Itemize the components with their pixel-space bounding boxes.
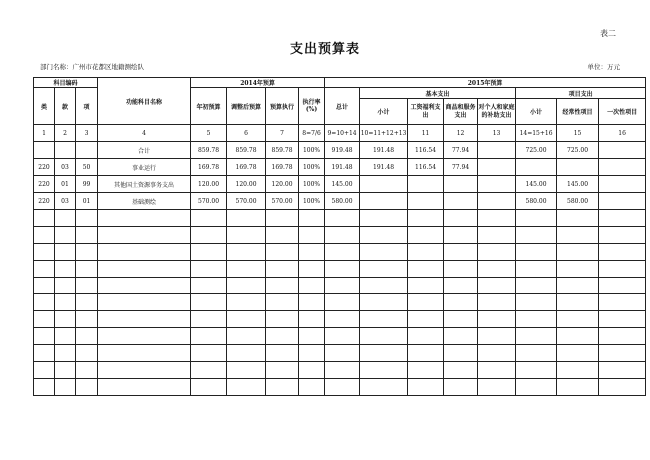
empty-cell (444, 226, 478, 243)
wages-cell: 116.54 (408, 159, 444, 176)
execution-cell: 859.78 (266, 142, 299, 159)
empty-cell (98, 210, 191, 227)
empty-cell (55, 210, 76, 227)
empty-cell (34, 260, 55, 277)
recurring-cell: 580.00 (557, 193, 599, 210)
func-name-header: 功能科目名称 (98, 78, 191, 125)
lei-cell (34, 142, 55, 159)
empty-cell (76, 260, 98, 277)
adjusted-budget-header: 调整后预算 (227, 88, 266, 125)
subsidy-cell (478, 193, 516, 210)
empty-cell (34, 362, 55, 379)
empty-cell (478, 378, 516, 395)
empty-cell (76, 378, 98, 395)
empty-cell (299, 294, 325, 311)
empty-row (34, 362, 646, 379)
budget-2015-header: 2015年预算 (325, 78, 646, 88)
column-number-cell: 10=11+12+13 (360, 125, 408, 142)
empty-cell (266, 294, 299, 311)
empty-cell (599, 345, 646, 362)
empty-cell (516, 345, 557, 362)
empty-cell (478, 311, 516, 328)
empty-cell (444, 362, 478, 379)
column-number-cell: 11 (408, 125, 444, 142)
empty-cell (34, 277, 55, 294)
subsidy-cell (478, 176, 516, 193)
basic-expense-header: 基本支出 (360, 88, 516, 99)
goods-services-cell: 77.94 (444, 159, 478, 176)
page-title: 支出预算表 (289, 42, 360, 57)
empty-cell (34, 345, 55, 362)
total-cell: 919.48 (325, 142, 360, 159)
empty-cell (34, 378, 55, 395)
empty-cell (408, 311, 444, 328)
adjusted-budget-cell: 120.00 (227, 176, 266, 193)
empty-cell (227, 243, 266, 260)
empty-cell (516, 362, 557, 379)
empty-row (34, 243, 646, 260)
empty-cell (478, 362, 516, 379)
lei-cell: 220 (34, 159, 55, 176)
empty-cell (599, 243, 646, 260)
empty-cell (98, 260, 191, 277)
empty-cell (76, 311, 98, 328)
empty-cell (76, 294, 98, 311)
recurring-cell: 145.00 (557, 176, 599, 193)
empty-cell (266, 328, 299, 345)
kuan-cell: 01 (55, 176, 76, 193)
empty-cell (599, 378, 646, 395)
empty-cell (191, 210, 227, 227)
empty-cell (557, 277, 599, 294)
empty-cell (360, 243, 408, 260)
empty-cell (478, 260, 516, 277)
empty-cell (266, 226, 299, 243)
empty-cell (444, 378, 478, 395)
empty-cell (266, 345, 299, 362)
empty-row (34, 345, 646, 362)
column-number-cell: 7 (266, 125, 299, 142)
one-time-cell (599, 159, 646, 176)
empty-cell (191, 345, 227, 362)
empty-cell (599, 362, 646, 379)
column-number-cell: 15 (557, 125, 599, 142)
budget-2014-header: 2014年预算 (191, 78, 325, 88)
recurring-cell (557, 159, 599, 176)
empty-cell (478, 294, 516, 311)
empty-cell (599, 277, 646, 294)
column-number-cell: 5 (191, 125, 227, 142)
empty-cell (557, 210, 599, 227)
empty-cell (360, 378, 408, 395)
empty-cell (191, 277, 227, 294)
empty-cell (299, 277, 325, 294)
empty-cell (444, 260, 478, 277)
basic-subtotal-cell: 191.48 (360, 142, 408, 159)
execution-cell: 120.00 (266, 176, 299, 193)
empty-cell (557, 226, 599, 243)
column-number-cell: 4 (98, 125, 191, 142)
empty-cell (478, 243, 516, 260)
empty-cell (360, 362, 408, 379)
empty-cell (266, 260, 299, 277)
column-number-cell: 2 (55, 125, 76, 142)
exec-rate-cell: 100% (299, 176, 325, 193)
empty-cell (408, 294, 444, 311)
wages-cell (408, 176, 444, 193)
empty-row (34, 210, 646, 227)
total-header: 总计 (325, 88, 360, 125)
empty-cell (408, 345, 444, 362)
empty-cell (34, 328, 55, 345)
xiang-cell (76, 142, 98, 159)
empty-cell (55, 378, 76, 395)
empty-cell (266, 210, 299, 227)
empty-cell (227, 345, 266, 362)
empty-cell (557, 328, 599, 345)
wages-cell (408, 193, 444, 210)
empty-cell (227, 226, 266, 243)
empty-cell (325, 243, 360, 260)
empty-cell (516, 260, 557, 277)
empty-row (34, 260, 646, 277)
empty-cell (55, 362, 76, 379)
func-name-cell: 事业运行 (98, 159, 191, 176)
empty-cell (557, 260, 599, 277)
exec-rate-header: 执行率(%) (299, 88, 325, 125)
empty-cell (444, 210, 478, 227)
initial-budget-header: 年初预算 (191, 88, 227, 125)
empty-cell (408, 328, 444, 345)
empty-cell (516, 226, 557, 243)
department-name: 部门名称：广州市花都区地籍测绘队 (40, 63, 144, 71)
empty-cell (34, 226, 55, 243)
empty-cell (227, 210, 266, 227)
empty-cell (325, 226, 360, 243)
empty-cell (325, 378, 360, 395)
basic-subtotal-cell: 191.48 (360, 159, 408, 176)
empty-cell (34, 243, 55, 260)
column-number-cell: 13 (478, 125, 516, 142)
table-row (34, 159, 646, 176)
empty-cell (478, 345, 516, 362)
empty-cell (299, 243, 325, 260)
empty-cell (76, 362, 98, 379)
empty-cell (76, 277, 98, 294)
empty-cell (191, 378, 227, 395)
one-time-cell (599, 176, 646, 193)
initial-budget-cell: 120.00 (191, 176, 227, 193)
empty-cell (478, 328, 516, 345)
empty-cell (325, 345, 360, 362)
empty-cell (360, 294, 408, 311)
one-time-cell (599, 142, 646, 159)
subsidy-cell (478, 142, 516, 159)
empty-cell (360, 328, 408, 345)
empty-cell (299, 311, 325, 328)
table-row (34, 142, 646, 159)
empty-cell (299, 345, 325, 362)
initial-budget-cell: 570.00 (191, 193, 227, 210)
empty-cell (34, 210, 55, 227)
wages-cell: 116.54 (408, 142, 444, 159)
empty-cell (34, 311, 55, 328)
empty-cell (516, 243, 557, 260)
empty-cell (227, 277, 266, 294)
column-number-cell: 6 (227, 125, 266, 142)
lei-cell: 220 (34, 176, 55, 193)
empty-cell (325, 311, 360, 328)
adjusted-budget-cell: 570.00 (227, 193, 266, 210)
kuan-cell: 03 (55, 193, 76, 210)
column-number-cell: 12 (444, 125, 478, 142)
basic-subtotal-cell (360, 193, 408, 210)
project-subtotal-cell (516, 159, 557, 176)
xiang-cell: 01 (76, 193, 98, 210)
empty-row (34, 328, 646, 345)
empty-cell (266, 277, 299, 294)
kuan-cell (55, 142, 76, 159)
table-row (34, 176, 646, 193)
wages-welfare-header: 工资福利支出 (408, 99, 444, 125)
one-time-header: 一次性项目 (599, 99, 646, 125)
empty-cell (478, 226, 516, 243)
empty-cell (55, 345, 76, 362)
empty-cell (55, 226, 76, 243)
empty-cell (360, 210, 408, 227)
empty-cell (557, 294, 599, 311)
empty-cell (299, 260, 325, 277)
empty-cell (478, 210, 516, 227)
project-expense-header: 项目支出 (516, 88, 646, 99)
empty-cell (599, 260, 646, 277)
empty-cell (98, 345, 191, 362)
empty-cell (599, 294, 646, 311)
budget-table (33, 77, 646, 396)
empty-cell (408, 260, 444, 277)
empty-cell (325, 362, 360, 379)
adjusted-budget-cell: 169.78 (227, 159, 266, 176)
empty-cell (55, 260, 76, 277)
func-name-cell: 其他国土资源事务支出 (98, 176, 191, 193)
empty-cell (444, 345, 478, 362)
empty-cell (360, 345, 408, 362)
project-subtotal-cell: 725.00 (516, 142, 557, 159)
empty-cell (557, 362, 599, 379)
recurring-cell: 725.00 (557, 142, 599, 159)
empty-row (34, 378, 646, 395)
empty-cell (299, 378, 325, 395)
empty-cell (299, 210, 325, 227)
empty-cell (98, 311, 191, 328)
empty-cell (325, 260, 360, 277)
empty-cell (76, 210, 98, 227)
empty-cell (76, 328, 98, 345)
empty-cell (266, 378, 299, 395)
empty-cell (599, 311, 646, 328)
table-number-label: 表二 (600, 29, 616, 38)
goods-services-cell (444, 176, 478, 193)
empty-cell (444, 243, 478, 260)
empty-cell (98, 294, 191, 311)
xiang-cell: 99 (76, 176, 98, 193)
empty-cell (266, 362, 299, 379)
lei-cell: 220 (34, 193, 55, 210)
xiang-cell: 50 (76, 159, 98, 176)
empty-cell (408, 277, 444, 294)
empty-row (34, 294, 646, 311)
empty-cell (76, 243, 98, 260)
empty-cell (516, 277, 557, 294)
goods-services-cell: 77.94 (444, 142, 478, 159)
empty-cell (478, 277, 516, 294)
empty-cell (408, 226, 444, 243)
xiang-header: 项 (76, 88, 98, 125)
empty-cell (444, 277, 478, 294)
empty-cell (191, 294, 227, 311)
empty-cell (557, 345, 599, 362)
empty-cell (325, 277, 360, 294)
empty-cell (227, 328, 266, 345)
column-number-row (34, 125, 646, 142)
empty-cell (34, 294, 55, 311)
column-number-cell: 3 (76, 125, 98, 142)
empty-cell (444, 294, 478, 311)
subsidy-cell (478, 159, 516, 176)
empty-cell (98, 277, 191, 294)
empty-cell (516, 328, 557, 345)
one-time-cell (599, 193, 646, 210)
recurring-header: 经常性项目 (557, 99, 599, 125)
func-name-cell: 基础测绘 (98, 193, 191, 210)
column-number-cell: 14=15+16 (516, 125, 557, 142)
empty-cell (325, 294, 360, 311)
subject-code-header: 科目编码 (34, 78, 98, 88)
empty-cell (557, 311, 599, 328)
column-number-cell: 16 (599, 125, 646, 142)
empty-cell (191, 328, 227, 345)
empty-cell (516, 294, 557, 311)
empty-cell (76, 345, 98, 362)
empty-row (34, 311, 646, 328)
project-subtotal-header: 小计 (516, 99, 557, 125)
empty-cell (325, 210, 360, 227)
execution-cell: 169.78 (266, 159, 299, 176)
kuan-cell: 03 (55, 159, 76, 176)
table-row (34, 193, 646, 210)
empty-cell (98, 378, 191, 395)
exec-rate-cell: 100% (299, 159, 325, 176)
empty-cell (266, 311, 299, 328)
empty-cell (191, 260, 227, 277)
column-number-cell: 8=7/6 (299, 125, 325, 142)
empty-cell (599, 210, 646, 227)
empty-cell (98, 243, 191, 260)
empty-cell (360, 311, 408, 328)
execution-cell: 570.00 (266, 193, 299, 210)
empty-row (34, 226, 646, 243)
empty-cell (516, 311, 557, 328)
total-cell: 580.00 (325, 193, 360, 210)
empty-cell (227, 311, 266, 328)
empty-cell (227, 260, 266, 277)
exec-rate-cell: 100% (299, 142, 325, 159)
project-subtotal-cell: 580.00 (516, 193, 557, 210)
empty-cell (516, 378, 557, 395)
empty-cell (227, 378, 266, 395)
total-cell: 145.00 (325, 176, 360, 193)
empty-cell (408, 362, 444, 379)
empty-cell (227, 362, 266, 379)
func-name-cell: 合计 (98, 142, 191, 159)
empty-cell (444, 311, 478, 328)
kuan-header: 款 (55, 88, 76, 125)
exec-rate-cell: 100% (299, 193, 325, 210)
empty-cell (557, 243, 599, 260)
empty-cell (76, 226, 98, 243)
empty-cell (599, 328, 646, 345)
empty-cell (191, 243, 227, 260)
empty-cell (191, 311, 227, 328)
subsidy-header: 对个人和家庭的补助支出 (478, 99, 516, 125)
empty-cell (444, 328, 478, 345)
empty-cell (55, 294, 76, 311)
initial-budget-cell: 859.78 (191, 142, 227, 159)
basic-subtotal-header: 小计 (360, 99, 408, 125)
empty-cell (360, 277, 408, 294)
empty-cell (191, 226, 227, 243)
adjusted-budget-cell: 859.78 (227, 142, 266, 159)
empty-cell (98, 362, 191, 379)
column-number-cell: 1 (34, 125, 55, 142)
empty-cell (557, 378, 599, 395)
total-cell: 191.48 (325, 159, 360, 176)
empty-cell (55, 243, 76, 260)
empty-cell (98, 226, 191, 243)
column-number-cell: 9=10+14 (325, 125, 360, 142)
goods-services-header: 商品和服务支出 (444, 99, 478, 125)
empty-cell (408, 210, 444, 227)
unit-label: 单位：万元 (587, 63, 620, 71)
empty-cell (360, 226, 408, 243)
empty-cell (325, 328, 360, 345)
project-subtotal-cell: 145.00 (516, 176, 557, 193)
goods-services-cell (444, 193, 478, 210)
empty-cell (55, 311, 76, 328)
empty-cell (299, 226, 325, 243)
empty-cell (299, 362, 325, 379)
execution-header: 预算执行 (266, 88, 299, 125)
empty-cell (516, 210, 557, 227)
initial-budget-cell: 169.78 (191, 159, 227, 176)
empty-cell (227, 294, 266, 311)
empty-cell (191, 362, 227, 379)
empty-cell (55, 277, 76, 294)
empty-cell (266, 243, 299, 260)
empty-cell (408, 378, 444, 395)
empty-row (34, 277, 646, 294)
empty-cell (55, 328, 76, 345)
basic-subtotal-cell (360, 176, 408, 193)
empty-cell (98, 328, 191, 345)
empty-cell (299, 328, 325, 345)
empty-cell (599, 226, 646, 243)
lei-header: 类 (34, 88, 55, 125)
empty-cell (408, 243, 444, 260)
empty-cell (360, 260, 408, 277)
